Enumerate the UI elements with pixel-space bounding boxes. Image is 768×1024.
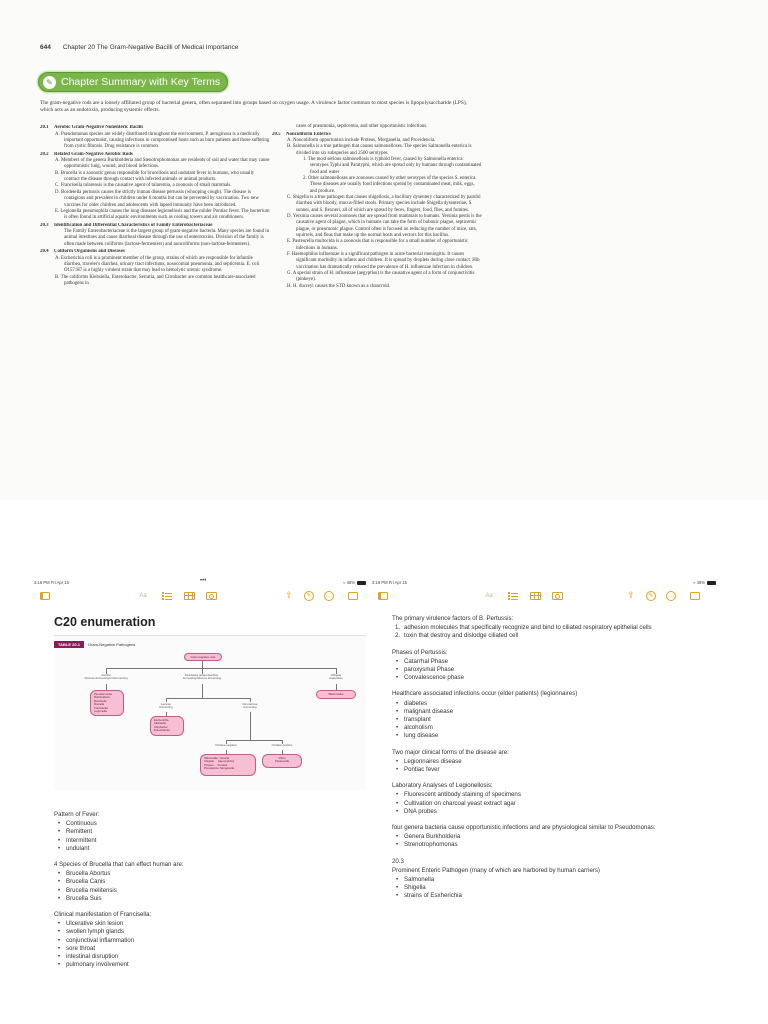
bullet-item: • Genera Burkholderia	[392, 833, 714, 841]
notes-toolbar	[36, 589, 366, 605]
tree-connector	[250, 712, 251, 740]
section-number: 20.2	[40, 151, 49, 157]
page-header	[40, 44, 238, 51]
note-section	[392, 824, 714, 850]
table-label: TABLE 20.1	[54, 641, 84, 648]
classification-tree	[54, 636, 366, 791]
summary-paragraph: A. Escherichia coli is a prominent member of the group, strains of which are responsible for infantile diarrhea, traveler's diarrhea, urinary tract infections, nosocomial pneumonia, and septicemia. E. coli O157:H7 is a highly virulent strain that may lead to hemolytic uremic syndrome.	[55, 255, 260, 274]
status-time: 3:16 PM Fri Apr 15	[34, 580, 69, 585]
textbook-page	[0, 0, 768, 500]
bullet-item: • Fluorescent antibody staining of specimens	[392, 791, 714, 799]
bullet-item: • sore throat	[54, 945, 354, 953]
table-icon[interactable]	[528, 589, 542, 603]
banner-title: Chapter Summary with Key Terms	[61, 76, 221, 88]
note-body[interactable]	[392, 615, 714, 909]
tree-connector	[226, 740, 282, 741]
bullet-list	[392, 876, 714, 901]
note-heading: The primary virulence factors of B. Pertussis:	[392, 615, 514, 622]
bullet-item: • Convalescence phase	[392, 674, 714, 682]
tree-connector	[202, 684, 203, 698]
summary-paragraph: B. Brucella is a zoonotic genus responsible for brucellosis and undulant fever in humans, who usually contract the disease through contact with infected animals or animal products.	[55, 170, 255, 183]
node-aerobic-genera: Pseudomonas Burkholderia Bordetella Brucella Francisella Legionella	[90, 690, 124, 716]
battery-indicator	[343, 580, 366, 585]
bullet-item: • Brucella melitensis	[54, 887, 354, 895]
note-title: C20 enumeration	[54, 615, 156, 629]
branch-oxidase-negative: Oxidase-negative	[215, 743, 237, 747]
item-number: 1.	[395, 624, 401, 632]
battery-percent: ≈ 46%	[343, 580, 355, 585]
item-text: adhesion molecules that specifically recognize and bind to ciliated respiratory epithelial cells	[404, 624, 652, 632]
page-number: 644	[40, 44, 51, 51]
bullet-list	[54, 870, 354, 903]
note-body[interactable]	[54, 811, 354, 977]
bullet-item: • Cultivation on charcoal yeast extract agar	[392, 800, 714, 808]
note-section	[54, 811, 354, 853]
markup-icon[interactable]: ✎	[302, 589, 316, 603]
note-section	[392, 649, 714, 683]
bullet-item: • Intermittent	[54, 837, 354, 845]
summary-paragraph: C. Shigella is a true pathogen that causes shigellosis, a bacillary dysentery characterized by painful diarrhea with bloody, mucus-filled stools. Primary species include Shigella dysenteriae, S. sonnei, and S. flexneri, all of which are spread by feces, fingers, food, flies, and fomites.	[287, 194, 481, 213]
branch-lactose-fermenting: Lactose fermenting	[159, 702, 173, 710]
summary-paragraph: G. A special strain of H. influenzae (aegyptius) is the causative agent of a form of conjunctivitis (pinkeye).	[287, 271, 475, 283]
summary-paragraph: C. Francisella tularensis is the causative agent of tularemia, a zoonosis of small mammals.	[55, 183, 232, 189]
compose-icon[interactable]	[346, 589, 360, 603]
bullet-list	[54, 820, 354, 853]
bullet-item: • strains of Esxherichia	[392, 892, 714, 900]
sidebar-toggle-icon[interactable]	[376, 589, 390, 603]
sidebar-toggle-icon[interactable]	[38, 589, 52, 603]
summary-paragraph: The Family Enterobacteriaceae is the largest group of gram-negative bacteria. Many species are found in animal intestines and cause diarrheal disease through the use of enterotoxins. Division of the family is often made between coliforms (lactose-fermenters) and noncoliforms (non-lactose-fermenters).	[64, 229, 270, 247]
summary-paragraph: B. Salmonella is a true pathogen that causes salmonelloses. The species Salmonella enterica is divided into six subspecies and 2500 serotypes	[287, 144, 472, 156]
bullet-item: • Shigella	[392, 884, 714, 892]
bullet-item: • transplant	[392, 716, 714, 724]
item-text: toxin that destroy and dislodge ciliated cell	[404, 632, 519, 640]
note-heading: Phases of Pertussis:	[392, 648, 448, 656]
format-text-button[interactable]: Aa	[139, 593, 147, 599]
numbered-list	[392, 624, 714, 640]
bullet-item: • Legionnaires disease	[392, 758, 714, 766]
note-heading: 20.3	[392, 857, 404, 865]
bullet-list	[392, 758, 714, 774]
battery-icon	[357, 581, 366, 585]
chapter-header: Chapter 20 The Gram-Negative Bacilli of Medical Importance	[62, 44, 239, 51]
note-heading: Healthcare associated infections occur (elder patients) (legionnaires)	[392, 690, 578, 698]
summary-paragraph: A. Pseudomonas species are widely distributed throughout the environment. P. aeruginosa is a medically important opportunist, causing infections in compromised hosts such as burn patients and those suffering from cystic fibrosis. Drug resistance is common.	[55, 131, 270, 150]
note-section	[392, 858, 714, 901]
bullet-list	[392, 658, 714, 683]
branch-facultative: Facultative anaerobes/Non- fermenting/Glucose fermenting	[182, 673, 222, 681]
status-bar	[372, 577, 716, 587]
section-title: Related Gram-Negative Aerobic Rods	[54, 151, 133, 157]
bullet-item: • swollen lymph glands	[54, 928, 354, 936]
checklist-icon[interactable]	[506, 589, 520, 603]
summary-right-column	[272, 124, 482, 290]
note-section	[392, 782, 714, 816]
bullet-item: • Pontiac fever	[392, 766, 714, 774]
summary-paragraph: A. Noncoliform opportunists include Proteus, Morganella, and Providencia.	[287, 137, 436, 143]
format-text-button[interactable]: Aa	[485, 593, 493, 599]
bullet-item: • Brucella Suis	[54, 895, 354, 903]
bullet-item: • Brucella Canis	[54, 878, 354, 886]
bullet-item: • Catarrhal Phase	[392, 658, 714, 666]
summary-paragraph: F. Haemophilus influenzae is a significant pathogen in acute bacterial meningitis. It causes significant morbidity in infants and children. It is spread by droplets during close contact. Hib vaccination has dramatically reduced the prevalence of H. influenzae infection in children.	[287, 252, 480, 270]
note-heading: Clinical manifestation of Francisella:	[54, 911, 152, 919]
summary-paragraph: 1. The most serious salmonellosis is typhoid fever, caused by Salmonella enterica serotypes Typhi and Paratyphi, which are spread only by humans through contaminated food and water	[303, 156, 482, 175]
section-number: 20.1	[40, 125, 49, 131]
bullet-item: • Continuous	[54, 820, 354, 828]
note-section	[392, 690, 714, 740]
table-gram-negative-pathogens[interactable]	[54, 635, 366, 790]
node-gram-negative-rods: Gram-negative rods	[184, 653, 222, 661]
section-number: 20.3	[40, 222, 49, 228]
note-heading: Two major clinical forms of the disease are:	[392, 748, 509, 756]
battery-percent: ≈ 46%	[693, 580, 705, 585]
node-oxidase-negative-genera: Salmonella Yersinia Shigella Haemophilus Proteus Serratia Providencia Morganella	[200, 754, 256, 776]
compose-icon[interactable]	[688, 589, 702, 603]
notes-screenshot-right	[370, 575, 720, 1024]
summary-paragraph: cases of pneumonia, septicemia, and other opportunistic infections.	[296, 124, 428, 129]
summary-paragraph: H. H. ducreyi causes the STD known as a chancroid.	[287, 283, 391, 289]
bullet-item: • diabetes	[392, 700, 714, 708]
summary-paragraph: A. Members of the genera Burkholderia and Stenotrophomonas are residents of soil and water that may cause opportunistic lung, wound, and blood infections.	[55, 158, 270, 170]
bullet-list	[392, 791, 714, 816]
markup-icon[interactable]: ✎	[644, 589, 658, 603]
bullet-item: • Remittent	[54, 828, 354, 836]
section-title: Aerobic Gram-Negative Nonenteric Bacilli	[54, 125, 143, 131]
summary-paragraph: E. Legionella pneumophila causes the lung diseases legionellosis and the milder Pontiac fever. The bacterium is often found in artificial aquatic environments such as cooling towers and air conditioners.	[55, 208, 270, 221]
summary-paragraph: E. Pasteurella multocida is a zoonosis that is responsible for a small number of opportunistic infections in humans.	[287, 239, 469, 251]
summary-paragraph: D. Bordetella pertussis causes the strictly human disease pertussis (whooping cough). The disease is contagious and prevalent in children under 6 months but can be prevented by vaccination. Two new vaccines for older children and adolescents with lapsed immunity have been introduced.	[55, 189, 259, 208]
status-bar	[34, 577, 366, 587]
numbered-item	[392, 632, 714, 640]
bullet-list	[54, 920, 354, 969]
bullet-item: • paroxysmal Phase	[392, 666, 714, 674]
battery-indicator	[693, 580, 716, 585]
numbered-item	[392, 624, 714, 632]
note-heading: four genera bacteria cause opportunistic infections and are physiological similar to Pseudomonas:	[392, 824, 656, 832]
checklist-icon[interactable]	[160, 589, 174, 603]
camera-icon[interactable]	[204, 589, 218, 603]
table-caption: Gram-Negative Pathogens	[87, 641, 136, 647]
section-title: Noncoliform Enterics	[286, 131, 331, 137]
summary-intro: The gram-negative rods are a loosely affiliated group of bacterial genera, often separated into groups based on oxygen usage. A virulence factor common to most species is lipopolysaccharide (LPS), which acts as an endotoxin, producing systemic effects.	[40, 100, 467, 113]
more-options-icon[interactable]: …	[326, 592, 332, 599]
chapter-summary-icon: ✎	[43, 76, 56, 89]
chapter-summary-banner	[38, 72, 228, 92]
note-heading: Pattern of Fever:	[54, 811, 100, 818]
bullet-item: • Salmonella	[392, 876, 714, 884]
node-coliforms: Escherichia Klebsiella Citrobacter Enterobacter	[150, 716, 184, 736]
bullet-item: • Strenotrophomonas	[392, 841, 714, 849]
node-oxidase-positive-genera: Vibrio Pasteurella	[262, 754, 302, 768]
bullet-item: • undulant	[54, 845, 354, 853]
battery-icon	[707, 581, 716, 585]
section-number: 20.5	[272, 131, 281, 137]
bullet-list	[392, 700, 714, 741]
section-number: 20.4	[40, 249, 49, 255]
note-heading: 4 Species of Brucella that can effect human are:	[54, 861, 184, 869]
summary-paragraph: B. The coliforms Klebsiella, Enterobacter, Serratia, and Citrobacter are common healthcare-associated pathogens in	[55, 274, 256, 286]
notes-toolbar	[374, 589, 716, 605]
note-heading: Laboratory Analyses of Legionellosis:	[392, 782, 493, 790]
bullet-item: • pulmonary involvement	[54, 961, 354, 969]
table-icon[interactable]	[182, 589, 196, 603]
multitask-dots[interactable]: •••	[200, 578, 207, 584]
share-icon[interactable]: ⇪	[627, 591, 635, 601]
branch-non-lactose: Non-lactose fermenting	[242, 702, 258, 710]
bullet-item: • conjunctival inflammation	[54, 937, 354, 945]
tree-connector	[166, 698, 250, 699]
item-number: 2.	[395, 632, 401, 640]
more-options-icon[interactable]: …	[668, 592, 674, 599]
tree-connector	[106, 668, 336, 669]
tree-connector	[202, 660, 203, 668]
summary-paragraph: 2. Other salmonelloses are zoonoses caused by other serotypes of the species S. enterica. These diseases are usually food infections spread by contaminated meat, milk, eggs, and produce.	[303, 175, 477, 194]
section-title: Identification and Differential Characteristics of Family Enterobacteriaceae	[54, 222, 213, 228]
bullet-item: • DNA probes	[392, 808, 714, 816]
branch-aerobic: Aerobic Glucose-fermenting/nonfermenting	[84, 673, 128, 681]
note-subheading: Prominent Enteric Pathogen (many of which are harbored by human carriers)	[392, 866, 600, 874]
summary-left-column	[40, 124, 270, 287]
share-icon[interactable]: ⇪	[285, 591, 293, 601]
bullet-item: • malignant disease	[392, 708, 714, 716]
bullet-item: • alcoholism	[392, 724, 714, 732]
branch-oxidase-positive: Oxidase-positive	[271, 743, 293, 747]
note-section	[54, 911, 354, 969]
summary-paragraph: D. Yersinia causes several zoonoses that are spread from mammals to humans. Yersinia pestis is the causative agent of plague, which in humans can take the form of bubonic plague, septicemic plague, or pneumonic plague. Control often is focused on reducing the number of mice, rats, squirrels, and fleas that make up the normal hosts and vectors for this bacillus.	[287, 214, 482, 239]
section-title: Coliform Organisms and Diseases	[54, 249, 125, 255]
camera-icon[interactable]	[550, 589, 564, 603]
bullet-item: • Brucella Abortus	[54, 870, 354, 878]
note-section	[54, 861, 354, 903]
bullet-item: • Ulcerative skin lesion	[54, 920, 354, 928]
bullet-item: • lung disease	[392, 732, 714, 740]
bullet-item: • intestinal disruption	[54, 953, 354, 961]
note-section	[392, 749, 714, 775]
bullet-list	[392, 833, 714, 849]
note-section	[392, 615, 714, 641]
notes-screenshot-left	[32, 575, 370, 1024]
status-time: 3:16 PM Fri Apr 15	[372, 580, 407, 585]
node-bacteroides: Bacteroides	[316, 690, 356, 699]
branch-anaerobes: Obligate Anaerobes	[329, 673, 343, 681]
